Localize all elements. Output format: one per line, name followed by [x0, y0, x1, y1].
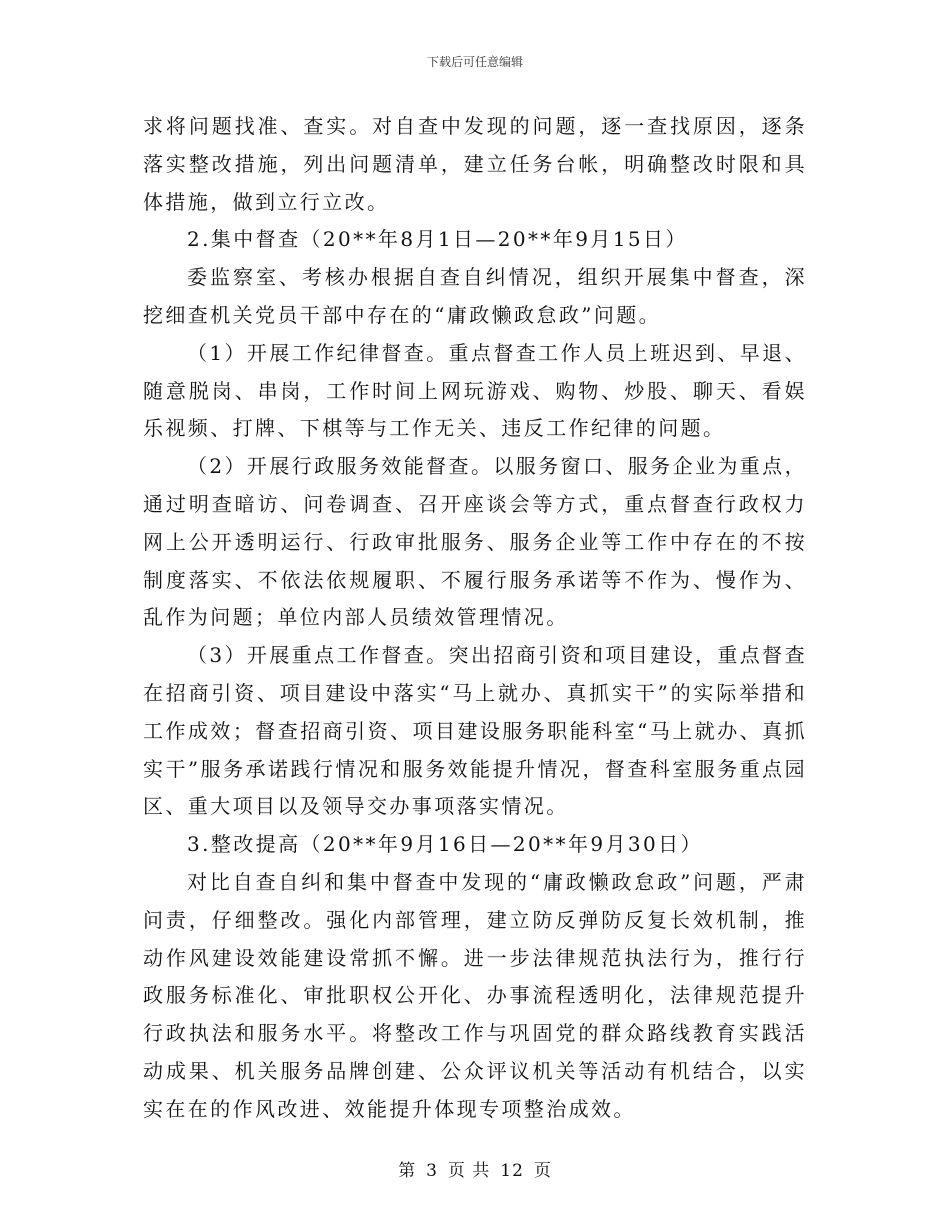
section-heading-rectification: 3.整改提高（20**年9月16日—20**年9月30日） — [187, 832, 703, 857]
paragraph-service-efficiency: （2）开展行政服务效能督查。以服务窗口、服务企业为重点，通过明查暗访、问卷调查、召开座谈会等方式，重点督查行政权力网上公开透明运行、行政审批服务、服务企业等工作中存在的不按制度落实、不依法依规履职、不履行服务承诺等不作为、慢作为、乱作为问题；单位内部人员绩效管理情况。 — [143, 454, 807, 630]
section-heading-centralized-inspection: 2.集中督查（20**年8月1日—20**年9月15日） — [187, 227, 688, 252]
footer-suffix: 页 — [533, 1161, 552, 1181]
paragraph-inspection-intro: 委监察室、考核办根据自查自纠情况，组织开展集中督查，深挖细查机关党员干部中存在的“庸政懒政怠政”问题。 — [143, 265, 807, 327]
paragraph-rectification: 对比自查自纠和集中督查中发现的“庸政懒政怠政”问题，严肃问责，仔细整改。强化内部管理，建立防反弹防反复长效机制，推动作风建设效能建设常抓不懈。进一步法律规范执法行为，推行行政服务标准化、审批职权公开化、办事流程透明化，法律规范提升行政执法和服务水平。将整改工作与巩固党的群众路线教育实践活动成果、机关服务品牌创建、公众评议机关等活动有机结合，以实实在在的作风改进、效能提升体现专项整治成效。 — [143, 869, 807, 1121]
document-body — [143, 108, 807, 1129]
paragraph-key-work: （3）开展重点工作督查。突出招商引资和项目建设，重点督查在招商引资、项目建设中落实“马上就办、真抓实干”的实际举措和工作成效；督查招商引资、项目建设服务职能科室“马上就办、真抓实干”服务承诺践行情况和服务效能提升情况，督查科室服务重点园区、重大项目以及领导交办事项落实情况。 — [143, 643, 807, 819]
current-page-number: 3 — [426, 1161, 438, 1181]
paragraph-continuation: 求将问题找准、查实。对自查中发现的问题，逐一查找原因，逐条落实整改措施，列出问题清单，建立任务台帐，明确整改时限和具体措施，做到立行立改。 — [143, 114, 807, 214]
footer-prefix: 第 — [398, 1161, 417, 1181]
total-page-number: 12 — [500, 1161, 524, 1181]
page-header-note: 下载后可任意编辑 — [426, 55, 523, 69]
paragraph-work-discipline: （1）开展工作纪律督查。重点督查工作人员上班迟到、早退、随意脱岗、串岗，工作时间上网玩游戏、购物、炒股、聊天、看娱乐视频、打牌、下棋等与工作无关、违反工作纪律的问题。 — [143, 340, 807, 441]
page-number-footer — [0, 1156, 950, 1181]
footer-middle: 页 共 — [447, 1161, 491, 1181]
